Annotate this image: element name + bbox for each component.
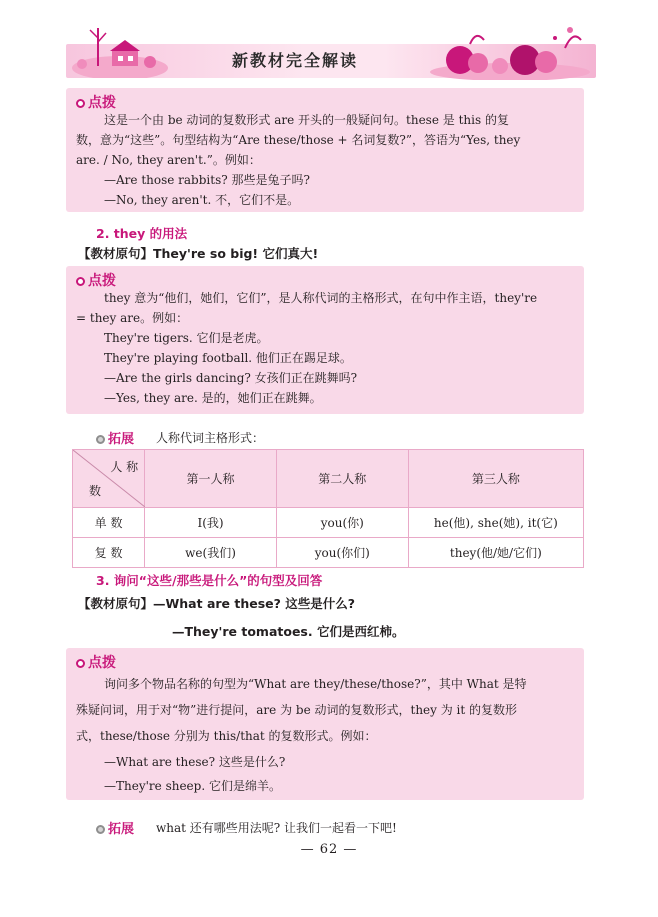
table-header-cell: 第三人称	[408, 450, 583, 508]
table-cell: you(你们)	[276, 538, 408, 568]
text-line: 殊疑问词，用于对“物”进行提问，are 为 be 动词的复数形式，they 为 it 的复数形	[76, 703, 518, 717]
tip-bullet-icon	[76, 277, 85, 286]
tip-box-1-tag: 点拨	[76, 92, 116, 112]
tip-bullet-icon	[76, 99, 85, 108]
table-cell: I(我)	[145, 508, 277, 538]
section-3-original-sentence-1: 【教材原句】—What are these? 这些是什么?	[78, 596, 356, 611]
text-line: —Yes, they are. 是的，她们正在跳舞。	[104, 391, 322, 405]
text-line: —Are those rabbits? 那些是兔子吗?	[104, 173, 310, 187]
text-line: —What are these? 这些是什么?	[104, 755, 286, 769]
table-cell: they(他/她/它们)	[408, 538, 583, 568]
table-cell: he(他), she(她), it(它)	[408, 508, 583, 538]
text-line: They're tigers. 它们是老虎。	[104, 331, 269, 345]
section-3-title: 3. 询问“这些/那些是什么”的句型及回答	[96, 573, 323, 588]
header-bushes-illustration	[430, 18, 590, 80]
extend-1-text: 人称代词主格形式：	[156, 431, 265, 445]
text-line: 数，意为“这些”。句型结构为“Are these/those + 名词复数?”，答语为“Yes, they	[76, 133, 521, 147]
text-line: They're playing football. 他们正在踢足球。	[104, 351, 352, 365]
tip-box-3-tag: 点拨	[76, 652, 116, 672]
header-title: 新教材完全解读	[232, 51, 359, 70]
table-row	[73, 538, 584, 568]
section-3-original-sentence-2: —They're tomatoes. 它们是西红柿。	[172, 624, 405, 639]
header-house-tree-illustration	[70, 18, 170, 78]
table-cell: you(你)	[276, 508, 408, 538]
page-number: — 62 —	[300, 842, 358, 857]
table-row	[73, 508, 584, 538]
table-corner-cell	[73, 450, 145, 508]
extend-bullet-icon	[96, 435, 105, 444]
table-row-label: 单 数	[73, 508, 145, 538]
text-line: = they are。例如：	[76, 311, 189, 325]
text-line: —Are the girls dancing? 女孩们正在跳舞吗?	[104, 371, 358, 385]
extend-2-tag: 拓展	[96, 818, 134, 837]
corner-label-top: 人 称	[110, 460, 139, 474]
text-line: are. / No, they aren't.”。例如：	[76, 153, 261, 167]
corner-label-bottom: 数	[89, 484, 102, 498]
text-line: 式，these/those 分别为 this/that 的复数形式。例如：	[76, 729, 377, 743]
pronoun-table	[72, 449, 584, 568]
text-line: —They're sheep. 它们是绵羊。	[104, 779, 281, 793]
text-line: they 意为“他们，她们，它们”，是人称代词的主格形式，在句中作主语，they're	[104, 291, 538, 305]
tip-box-2-tag: 点拨	[76, 270, 116, 290]
text-line: —No, they aren't. 不，它们不是。	[104, 193, 300, 207]
text-line: 这是一个由 be 动词的复数形式 are 开头的一般疑问句。these 是 this 的复	[104, 113, 509, 127]
table-header-cell: 第二人称	[276, 450, 408, 508]
section-2-original-sentence: 【教材原句】They're so big! 它们真大!	[78, 246, 319, 261]
table-header-row	[73, 450, 584, 508]
section-2-title: 2. they 的用法	[96, 226, 188, 241]
table-cell: we(我们)	[145, 538, 277, 568]
text-line: 询问多个物品名称的句型为“What are they/these/those?”，其中 What 是特	[104, 677, 527, 691]
table-header-cell: 第一人称	[145, 450, 277, 508]
extend-1-tag: 拓展	[96, 428, 134, 447]
extend-2-text: what 还有哪些用法呢? 让我们一起看一下吧!	[156, 821, 397, 835]
tip-bullet-icon	[76, 659, 85, 668]
table-row-label: 复 数	[73, 538, 145, 568]
extend-bullet-icon	[96, 825, 105, 834]
